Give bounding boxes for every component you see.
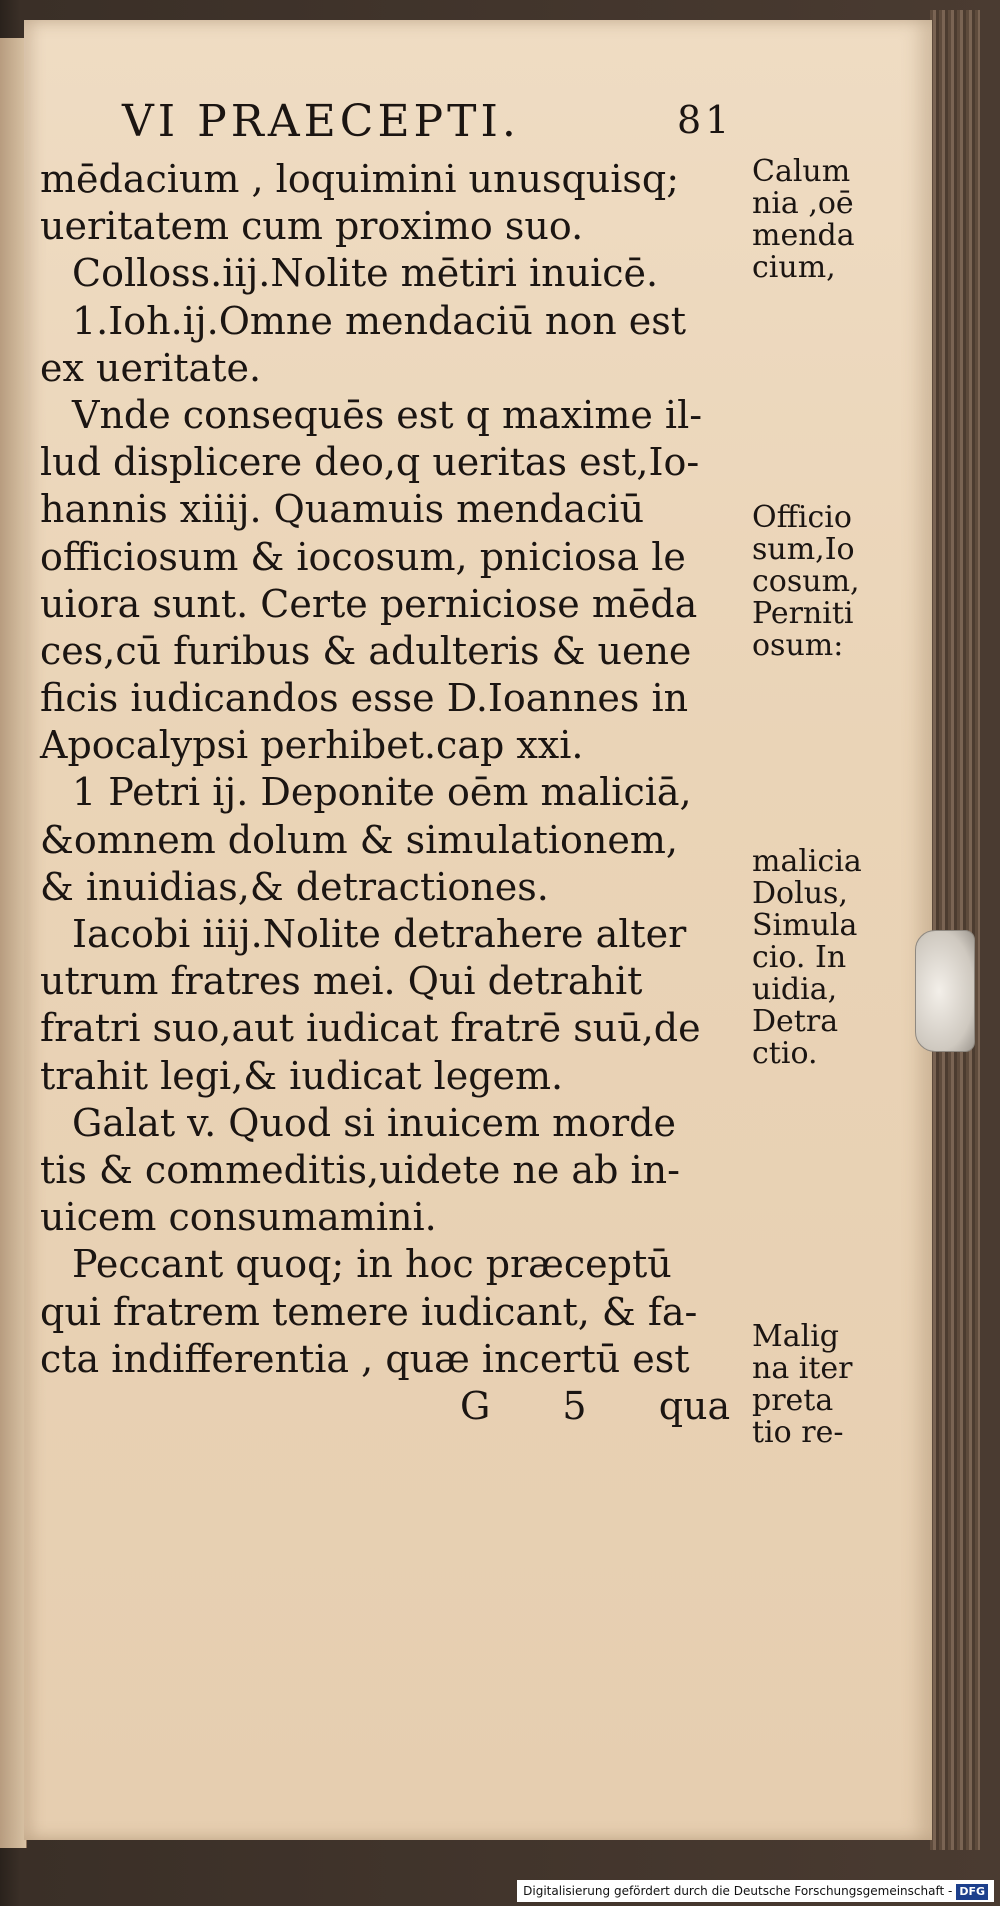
- page-number: 81: [677, 98, 734, 142]
- body-text: [40, 156, 745, 1430]
- text-line: utrum fratres mei. Qui detrahit: [40, 959, 643, 1004]
- margin-note: malicia Dolus, Simula cio. In uidia, Detra ctio.: [752, 844, 862, 1071]
- text-line: tis & commeditis,uidete ne ab in-: [40, 1147, 680, 1192]
- text-line: lud displicere deo,q ueritas est,Io-: [40, 440, 700, 485]
- text-line: Vnde consequēs est q maxime il-: [72, 392, 703, 437]
- text-line: officiosum & iocosum, pniciosa le: [40, 534, 686, 579]
- text-line: 1 Petri ij. Deponite oēm maliciā,: [72, 770, 692, 815]
- running-title: VI PRAECEPTI.: [122, 96, 520, 147]
- signature-mark: G 5: [460, 1383, 587, 1428]
- text-line: ex ueritate.: [40, 345, 262, 390]
- text-line: Colloss.iij.Nolite mētiri inuicē.: [72, 251, 659, 296]
- catchword: qua: [658, 1383, 731, 1428]
- digitization-credit: [517, 1880, 994, 1902]
- text-line: 1.Ioh.ij.Omne mendaciū non est: [72, 298, 687, 343]
- signature-line: [40, 1383, 745, 1430]
- text-line: ueritatem cum proximo suo.: [40, 204, 584, 249]
- text-line: Apocalypsi perhibet.cap xxi.: [40, 723, 584, 768]
- text-line: qui fratrem temere iudicant, & fa-: [40, 1289, 698, 1334]
- dfg-logo: DFG: [956, 1884, 988, 1900]
- credit-text: Digitalisierung gefördert durch die Deutsche Forschungsgemeinschaft -: [523, 1884, 953, 1898]
- margin-note: Officio sum,Io cosum, Perniti osum:: [752, 500, 860, 663]
- text-line: & inuidias,& detractiones.: [40, 864, 549, 909]
- text-line: ficis iudicandos esse D.Ioannes in: [40, 676, 689, 721]
- text-line: uiora sunt. Certe perniciose mēda: [40, 581, 698, 626]
- text-line: cta indifferentia , quæ incertū est: [40, 1336, 690, 1381]
- book-clasp: [915, 930, 975, 1052]
- text-line: &omnem dolum & simulationem,: [40, 817, 679, 862]
- text-line: Iacobi iiij.Nolite detrahere alter: [72, 912, 687, 956]
- margin-note: Calum nia ,oē menda cium,: [752, 154, 855, 285]
- left-page-edge: [0, 38, 27, 1848]
- text-line: trahit legi,& iudicat legem.: [40, 1053, 564, 1098]
- text-line: ces,cū furibus & adulteris & uene: [40, 628, 692, 673]
- page-header: [122, 96, 742, 152]
- text-line: mēdacium , loquimini unusquisq;: [40, 157, 680, 201]
- text-line: hannis xiiij. Quamuis mendaciū: [40, 487, 645, 532]
- text-line: Galat v. Quod si inuicem morde: [72, 1100, 676, 1145]
- text-line: Peccant quoq; in hoc præceptū: [72, 1242, 672, 1287]
- text-line: fratri suo,aut iudicat fratrē suū,de: [40, 1006, 701, 1051]
- margin-note: Malig na iter preta tio re-: [752, 1319, 853, 1450]
- text-line: uicem consumamini.: [40, 1195, 437, 1240]
